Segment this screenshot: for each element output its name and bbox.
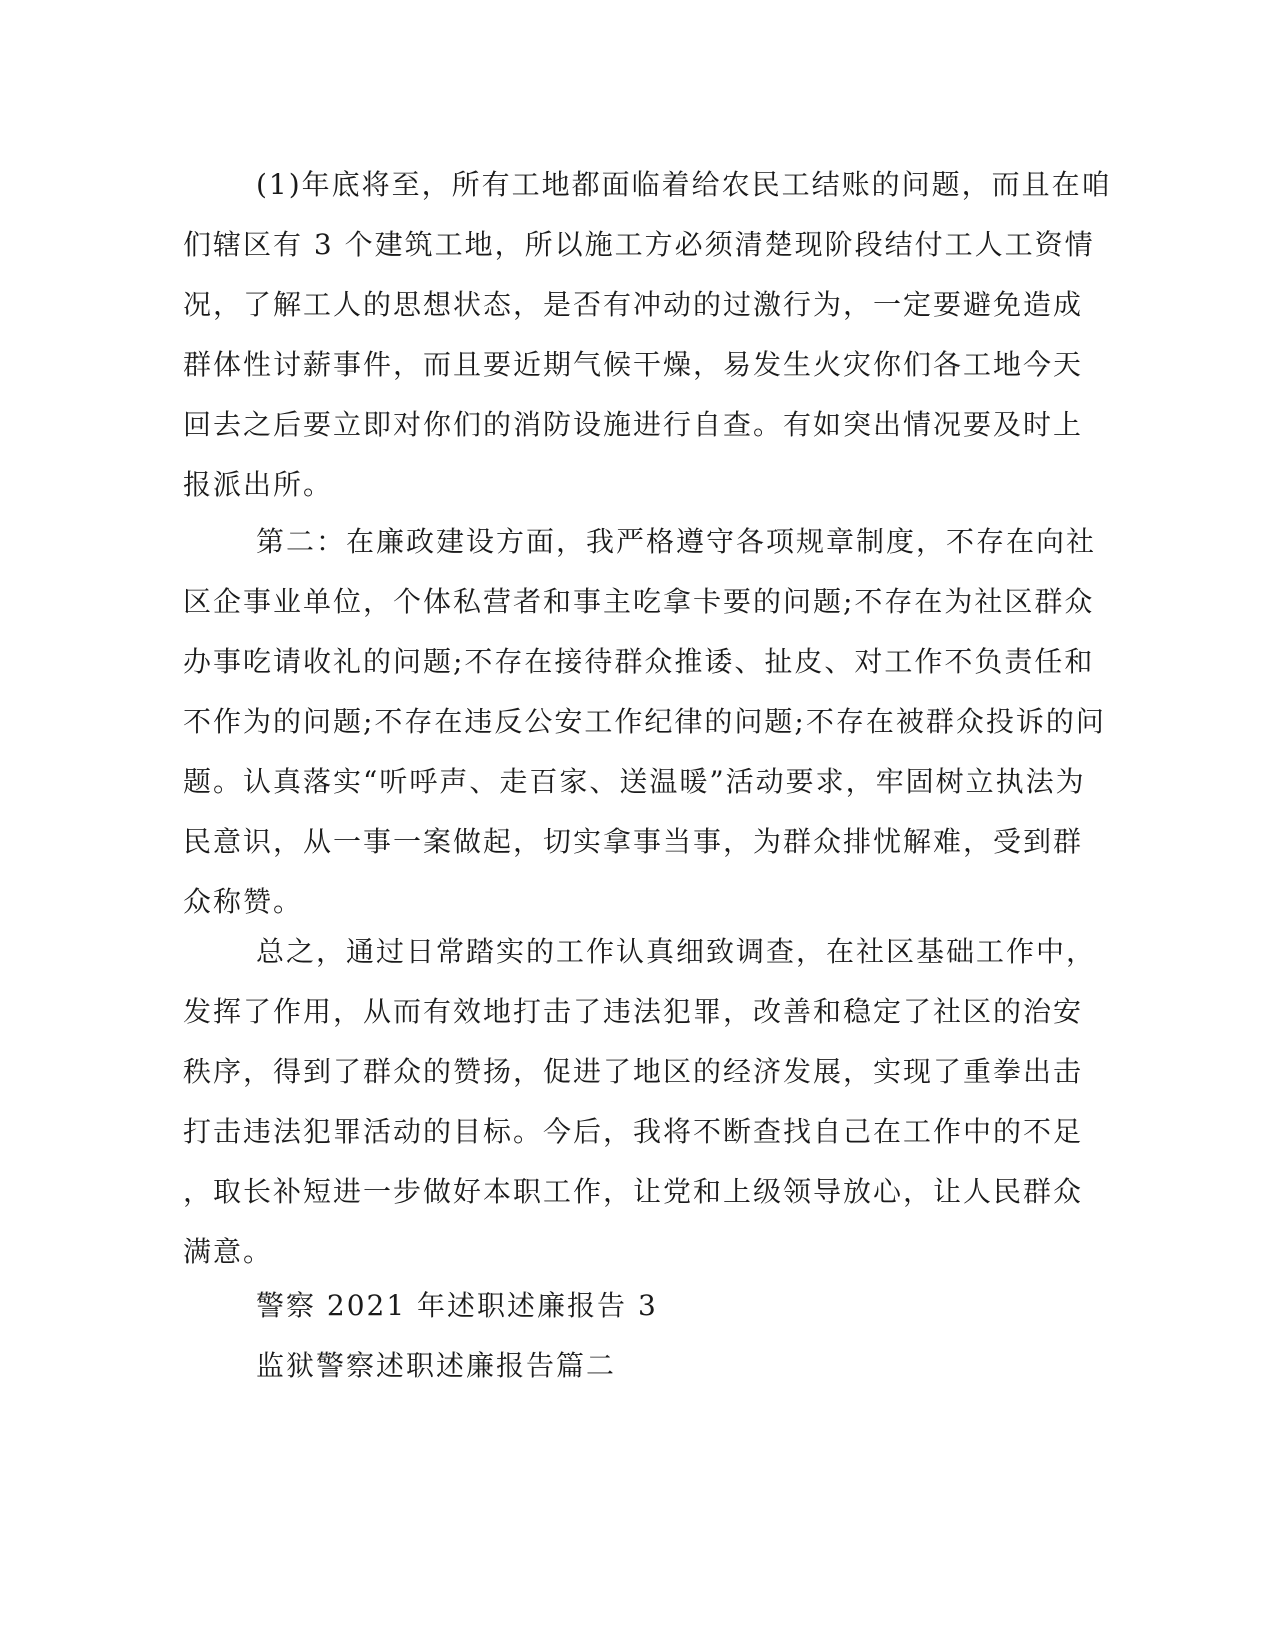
paragraph-line: 回去之后要立即对你们的消防设施进行自查。有如突出情况要及时上 xyxy=(183,408,1084,441)
paragraph-line: 题。认真落实“听呼声、走百家、送温暖”活动要求，牢固树立执法为 xyxy=(183,765,1086,798)
paragraph-line: 办事吃请收礼的问题;不存在接待群众推诿、扯皮、对工作不负责任和 xyxy=(183,645,1095,678)
paragraph-line: 打击违法犯罪活动的目标。今后，我将不断查找自己在工作中的不足 xyxy=(183,1115,1084,1148)
paragraph-wage-settlement xyxy=(183,155,1112,515)
paragraph-line: 不作为的问题;不存在违反公安工作纪律的问题;不存在被群众投诉的问 xyxy=(183,705,1106,738)
paragraph-line: 况，了解工人的思想状态，是否有冲动的过激行为，一定要避免造成 xyxy=(183,288,1084,321)
paragraph-line: 众称赞。 xyxy=(183,885,304,918)
section-heading-report-3 xyxy=(183,1276,1033,1336)
paragraph-line: 满意。 xyxy=(183,1235,274,1268)
paragraph-line: 报派出所。 xyxy=(183,468,334,501)
paragraph-line: 总之，通过日常踏实的工作认真细致调查，在社区基础工作中， xyxy=(256,935,1097,968)
paragraph-line: 群体性讨薪事件，而且要近期气候干燥，易发生火灾你们各工地今天 xyxy=(183,348,1084,381)
section-heading-report-part-2 xyxy=(183,1336,1033,1396)
paragraph-line: 第二：在廉政建设方面，我严格遵守各项规章制度，不存在向社 xyxy=(256,525,1097,558)
paragraph-line: 秩序，得到了群众的赞扬，促进了地区的经济发展，实现了重拳出击 xyxy=(183,1055,1084,1088)
paragraph-line: ，取长补短进一步做好本职工作，让党和上级领导放心，让人民群众 xyxy=(183,1175,1084,1208)
heading-text: 警察 2021 年述职述廉报告 3 xyxy=(256,1289,658,1322)
paragraph-line: 们辖区有 3 个建筑工地，所以施工方必须清楚现阶段结付工人工资情 xyxy=(183,228,1095,261)
heading-text: 监狱警察述职述廉报告篇二 xyxy=(256,1349,617,1382)
paragraph-summary xyxy=(183,922,1097,1282)
paragraph-line: (1)年底将至，所有工地都面临着给农民工结账的问题，而且在咱 xyxy=(256,168,1112,201)
paragraph-line: 发挥了作用，从而有效地打击了违法犯罪，改善和稳定了社区的治安 xyxy=(183,995,1084,1028)
paragraph-line: 民意识，从一事一案做起，切实拿事当事，为群众排忧解难，受到群 xyxy=(183,825,1084,858)
paragraph-line: 区企事业单位，个体私营者和事主吃拿卡要的问题;不存在为社区群众 xyxy=(183,585,1095,618)
paragraph-integrity xyxy=(183,512,1106,932)
